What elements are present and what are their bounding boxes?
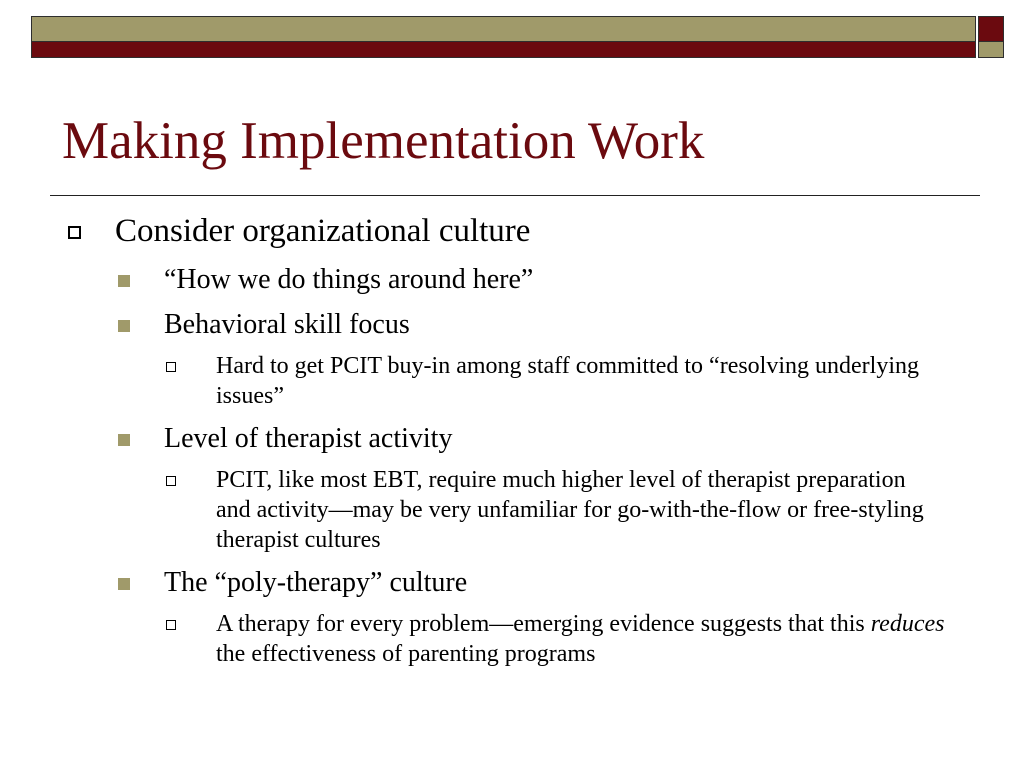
solid-square-bullet-icon bbox=[118, 275, 130, 287]
bullet-organizational-culture: Consider organizational culture bbox=[115, 213, 531, 249]
header-square-maroon bbox=[978, 16, 1004, 42]
title-divider bbox=[50, 195, 980, 196]
small-hollow-square-bullet-icon bbox=[166, 362, 176, 372]
sub-bullet-how-we-do-things: “How we do things around here” bbox=[164, 264, 534, 295]
slide-title: Making Implementation Work bbox=[62, 112, 705, 170]
detail-text-post: the effectiveness of parenting programs bbox=[216, 641, 596, 667]
detail-pcit-buy-in: Hard to get PCIT buy-in among staff committed to “resolving underlying issues” bbox=[216, 353, 919, 409]
sub-bullet-poly-therapy: The “poly-therapy” culture bbox=[164, 567, 468, 598]
sub-bullet-therapist-activity: Level of therapist activity bbox=[164, 423, 453, 454]
solid-square-bullet-icon bbox=[118, 434, 130, 446]
detail-pcit-preparation: PCIT, like most EBT, require much higher level of therapist preparation and activity—may be very unfamiliar for go-with-the-flow or free-styling therapist cultures bbox=[216, 467, 924, 553]
header-bar-maroon bbox=[31, 42, 976, 58]
hollow-square-bullet-icon bbox=[68, 226, 81, 239]
small-hollow-square-bullet-icon bbox=[166, 620, 176, 630]
header-bar-olive bbox=[31, 16, 976, 42]
solid-square-bullet-icon bbox=[118, 578, 130, 590]
detail-text-emphasis: reduces bbox=[870, 611, 945, 637]
sub-bullet-behavioral-skill: Behavioral skill focus bbox=[164, 309, 410, 340]
detail-text-pre: A therapy for every problem—emerging evidence suggests that this bbox=[216, 611, 871, 637]
small-hollow-square-bullet-icon bbox=[166, 476, 176, 486]
solid-square-bullet-icon bbox=[118, 320, 130, 332]
header-square-olive bbox=[978, 42, 1004, 58]
detail-therapy-for-every-problem bbox=[216, 609, 946, 669]
